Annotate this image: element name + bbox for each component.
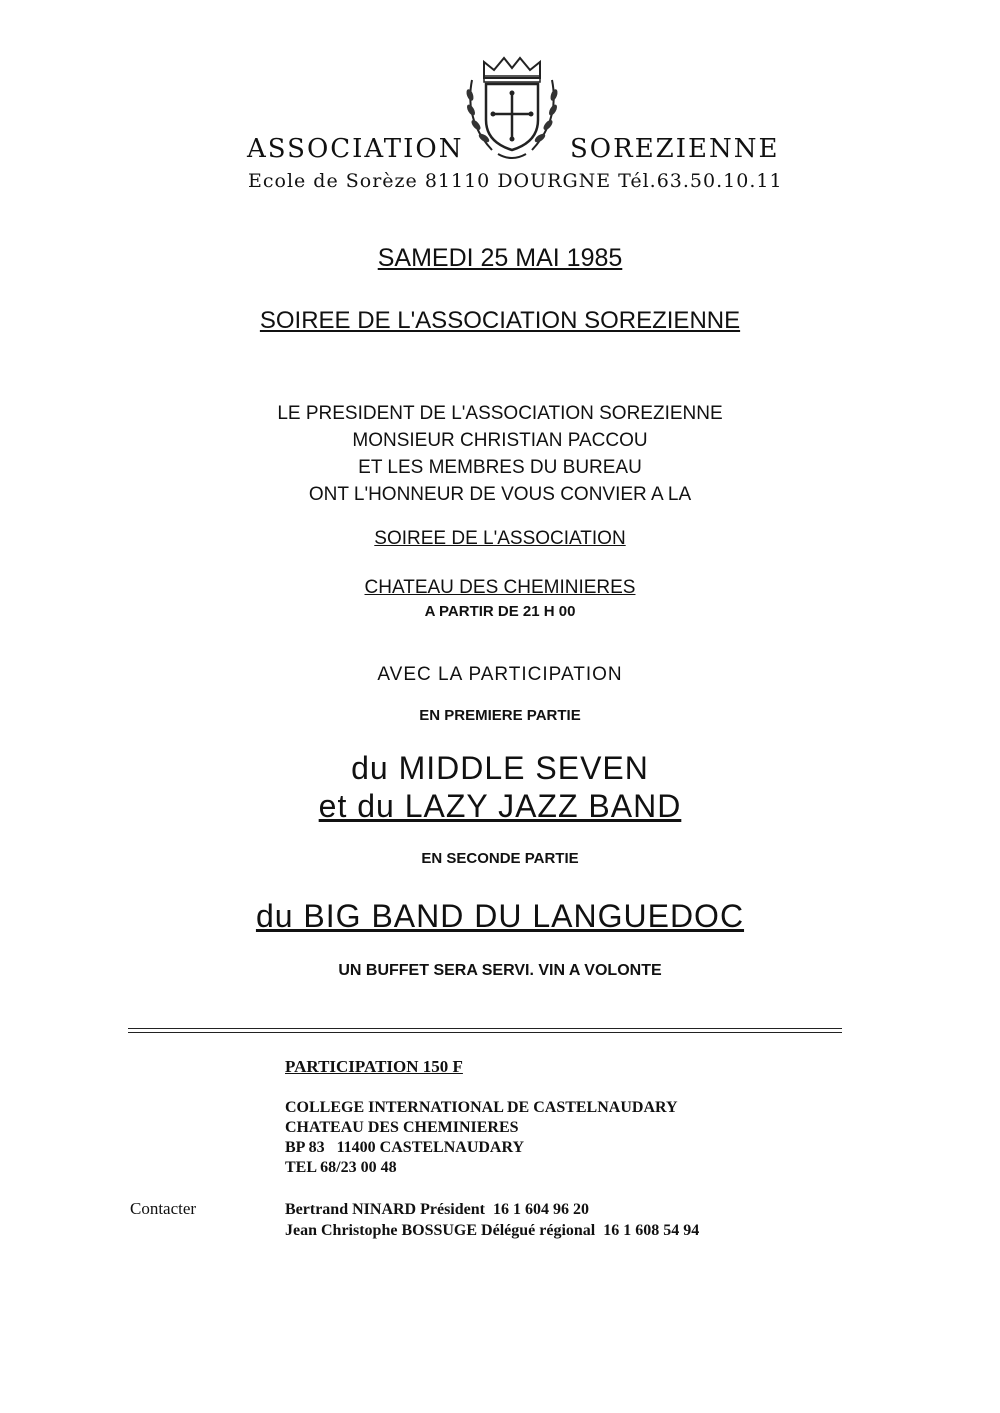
letterhead-name-right: SOREZIENNE <box>570 134 780 164</box>
program-intro: AVEC LA PARTICIPATION <box>377 664 623 685</box>
venue-name: CHATEAU DES CHEMINIERES <box>364 577 636 598</box>
start-time: A PARTIR DE 21 H 00 <box>424 603 576 620</box>
second-band: du BIG BAND DU LANGUEDOC <box>255 898 745 934</box>
divider-line <box>128 1028 842 1029</box>
address-line: TEL 68/23 00 48 <box>285 1159 397 1176</box>
address-line: CHATEAU DES CHEMINIERES <box>285 1119 519 1136</box>
invitation-line: ONT L'HONNEUR DE VOUS CONVIER A LA <box>308 484 692 505</box>
letterhead-address: Ecole de Sorèze 81110 DOURGNE Tél.63.50.10.11 <box>248 170 783 192</box>
address-line: COLLEGE INTERNATIONAL DE CASTELNAUDARY <box>285 1099 678 1116</box>
soiree-name: SOIREE DE L'ASSOCIATION <box>374 528 626 549</box>
invitation-line: LE PRESIDENT DE L'ASSOCIATION SOREZIENNE <box>277 403 723 424</box>
event-title: SOIREE DE L'ASSOCIATION SOREZIENNE <box>259 307 741 334</box>
first-part-label: EN PREMIERE PARTIE <box>419 707 581 724</box>
event-date: SAMEDI 25 MAI 1985 <box>377 244 623 272</box>
divider-line <box>128 1032 842 1033</box>
first-band-line-2: et du LAZY JAZZ BAND <box>318 788 682 824</box>
buffet-note: UN BUFFET SERA SERVI. VIN A VOLONTE <box>338 962 662 979</box>
participation-price: PARTICIPATION 150 F <box>285 1057 463 1076</box>
second-part-label: EN SECONDE PARTIE <box>421 850 579 867</box>
occitan-cross-crest-icon <box>462 50 562 162</box>
contact-list <box>285 1199 699 1241</box>
contact-line: Bertrand NINARD Président 16 1 604 96 20 <box>285 1201 589 1218</box>
invitation-line: ET LES MEMBRES DU BUREAU <box>358 457 642 478</box>
address-line: BP 83 11400 CASTELNAUDARY <box>285 1139 525 1156</box>
letterhead-name-left: ASSOCIATION <box>247 134 464 164</box>
first-band-line-1: du MIDDLE SEVEN <box>351 750 649 786</box>
invitation-text <box>0 400 1000 508</box>
contact-label: Contacter <box>130 1199 197 1218</box>
contact-line: Jean Christophe BOSSUGE Délégué régional 16 1 608 54 94 <box>285 1222 700 1239</box>
invitation-line: MONSIEUR CHRISTIAN PACCOU <box>352 430 648 451</box>
organizer-address <box>285 1098 678 1178</box>
